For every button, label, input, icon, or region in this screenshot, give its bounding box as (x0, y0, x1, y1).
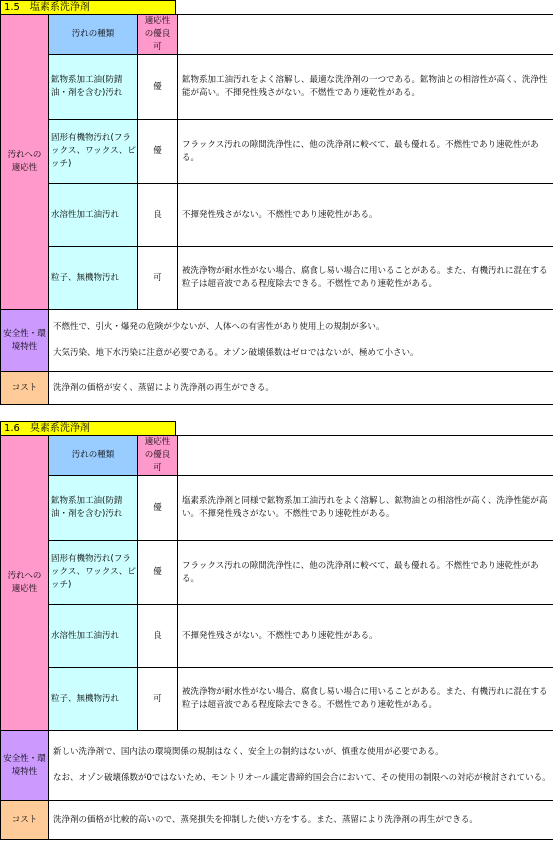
dirt-type: 粒子、無機物汚れ (49, 247, 138, 310)
safety-line: 不燃性で、引火・爆発の危険が少ないが、人体への有害性があり使用上の規制が多い。 (53, 322, 385, 332)
grade: 優 (138, 120, 178, 184)
grade: 可 (138, 247, 178, 310)
category-safety: 安全性・環境特性 (1, 310, 49, 372)
section-title: 1.5 塩素系洗浄剤 (0, 0, 176, 14)
category-adaptability: 汚れへの適応性 (1, 436, 49, 731)
dirt-type: 鉱物系加工油(防錆油・剤を含む)汚れ (49, 476, 138, 541)
table-row (1, 605, 553, 668)
header-blank (178, 15, 553, 55)
cost-text: 洗浄剤の価格が比較的高いので、蒸発損失を抑制した使い方をする。また、蒸留により洗浄剤の再生ができる。 (49, 801, 553, 840)
description: 不揮発性残さがない。不燃性であり速乾性がある。 (178, 184, 553, 247)
safety-text (49, 310, 553, 372)
dirt-type: 固形有機物汚れ(フラックス、ワックス、ピッチ) (49, 120, 138, 184)
category-safety: 安全性・環境特性 (1, 731, 49, 801)
section-title: 1.6 臭素系洗浄剤 (0, 421, 176, 435)
safety-line: 新しい洗浄剤で、国内法の環境関係の規制はなく、安全上の制約はないが、慎重な使用が必要である。 (53, 747, 444, 757)
dirt-type: 粒子、無機物汚れ (49, 668, 138, 731)
category-cost: コスト (1, 801, 49, 840)
description: 被洗浄物が耐水性がない場合、腐食し易い場合に用いることがある。また、有機汚れに混在する粒子は超音波である程度除去できる。不燃性であり速乾性がある。 (178, 247, 553, 310)
description: 塩素系洗浄剤と同様で鉱物系加工油汚れをよく溶解し、鉱物油との相溶性が高く、洗浄性能が高い。不揮発性残さがない。不燃性であり速乾性がある。 (178, 476, 553, 541)
cleaner-table (0, 14, 553, 405)
table-row (1, 476, 553, 541)
description: フラックス汚れの隙間洗浄性に、他の洗浄剤に較べて、最も優れる。不燃性であり速乾性がある。 (178, 541, 553, 605)
table-row (1, 120, 553, 184)
description: 被洗浄物が耐水性がない場合、腐食し易い場合に用いることがある。また、有機汚れに混在する粒子は超音波である程度除去できる。不燃性であり速乾性がある。 (178, 668, 553, 731)
grade: 良 (138, 184, 178, 247)
grade: 優 (138, 476, 178, 541)
header-rating: 適応性の優良可 (138, 15, 178, 55)
grade: 優 (138, 55, 178, 120)
grade: 良 (138, 605, 178, 668)
table-row (1, 247, 553, 310)
table-row (1, 541, 553, 605)
table-row (1, 55, 553, 120)
dirt-type: 水溶性加工油汚れ (49, 605, 138, 668)
grade: 可 (138, 668, 178, 731)
category-adaptability: 汚れへの適応性 (1, 15, 49, 310)
dirt-type: 水溶性加工油汚れ (49, 184, 138, 247)
cleaner-table (0, 435, 553, 840)
header-dirt-type: 汚れの種類 (49, 15, 138, 55)
description: フラックス汚れの隙間洗浄性に、他の洗浄剤に較べて、最も優れる。不燃性であり速乾性がある。 (178, 120, 553, 184)
grade: 優 (138, 541, 178, 605)
safety-text (49, 731, 553, 801)
safety-line: なお、オゾン破壊係数が0ではないため、モントリオール議定書締約国会合において、その使用の制限への対応が検討されている。 (53, 773, 551, 783)
header-rating: 適応性の優良可 (138, 436, 178, 476)
header-dirt-type: 汚れの種類 (49, 436, 138, 476)
safety-line: 大気汚染、地下水汚染に注意が必要である。オゾン破壊係数はゼロではないが、極めて小さい。 (53, 348, 419, 358)
dirt-type: 鉱物系加工油(防錆油・剤を含む)汚れ (49, 55, 138, 120)
description: 鉱物系加工油汚れをよく溶解し、最適な洗浄剤の一つである。鉱物油との相溶性が高く、洗浄性能が高い。不揮発性残さがない。不燃性であり速乾性がある。 (178, 55, 553, 120)
table-row (1, 184, 553, 247)
cost-text: 洗浄剤の価格が安く、蒸留により洗浄剤の再生ができる。 (49, 372, 553, 405)
dirt-type: 固形有機物汚れ(フラックス、ワックス、ピッチ) (49, 541, 138, 605)
description: 不揮発性残さがない。不燃性であり速乾性がある。 (178, 605, 553, 668)
table-row (1, 668, 553, 731)
category-cost: コスト (1, 372, 49, 405)
header-blank (178, 436, 553, 476)
